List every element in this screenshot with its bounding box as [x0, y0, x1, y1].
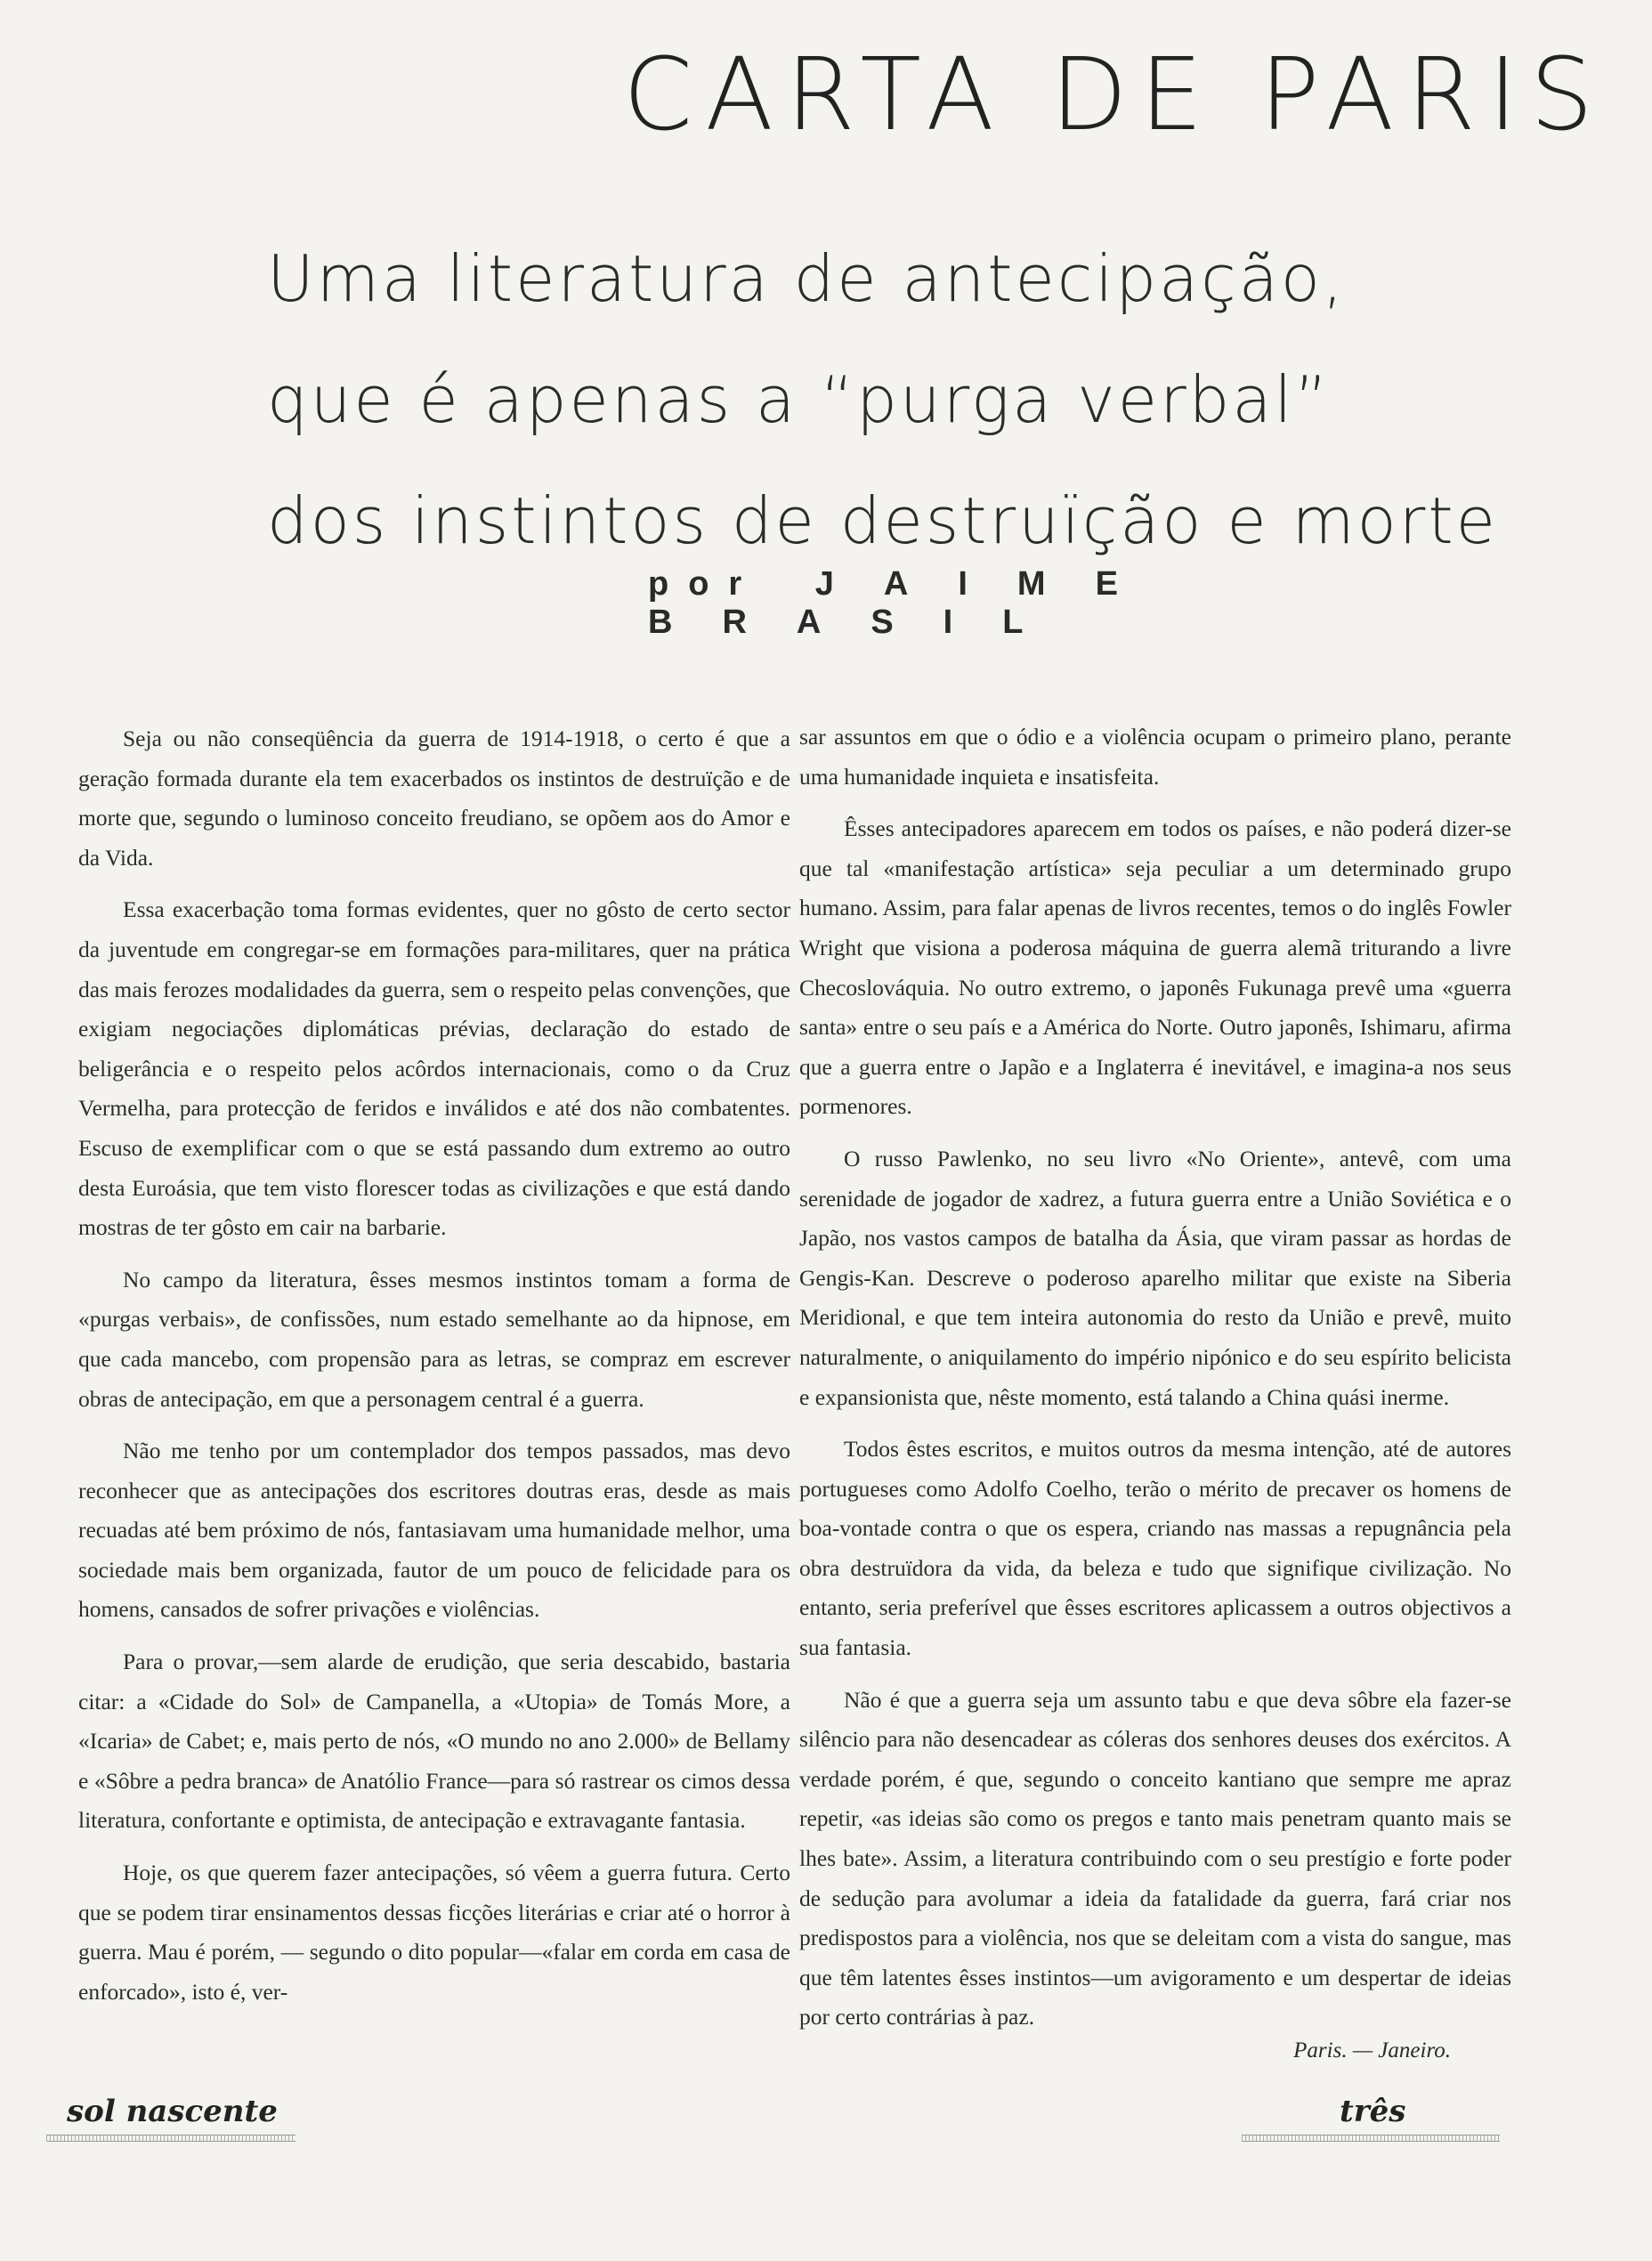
footer-publication-name: sol nascente	[67, 2094, 278, 2129]
footer-page-number: três	[1340, 2094, 1406, 2129]
article-column-right	[799, 717, 1511, 2050]
paragraph-continuation: sar assuntos em que o ódio e a violência ocupam o primeiro plano, perante uma humanidade inquieta e insatisfeita.	[799, 724, 1511, 790]
byline	[648, 565, 1538, 642]
subtitle-line: Uma literatura de antecipação,	[267, 241, 1346, 316]
paragraph: No campo da literatura, êsses mesmos instintos tomam a forma de «purgas verbais», de confissões, num estado semelhante ao da hipnose, em que cada mancebo, com propensão para as letras, se compraz em escrever obras de antecipação, em que a personagem central é a guerra.	[78, 1266, 790, 1412]
article-header-title: CARTA DE PARIS	[623, 37, 1606, 153]
paragraph: Essa exacerbação toma formas evidentes, quer no gôsto de certo sector da juventude em congregar-se em formações para-militares, quer na prática das mais ferozes modalidades da guerra, sem o respeito pelas convenções, que exigiam negociações diplomáticas prévias, declaração do estado de beligerância e o respeito pelos acôrdos internacionais, como o da Cruz Vermelha, para protecção de feridos e inválidos e até dos não combatentes. Escuso de exemplificar com o que se está passando dum extremo ao outro desta Euroásia, que tem visto florescer todas as civilizações e que está dando mostras de ter gôsto em cair na barbarie.	[78, 896, 790, 1241]
article-signoff: Paris. — Janeiro.	[1293, 2038, 1451, 2062]
paragraph: O russo Pawlenko, no seu livro «No Oriente», antevê, com uma serenidade de jogador de xadrez, a futura guerra entre a União Soviética e o Japão, nos vastos campos de batalha da Ásia, que viram passar as hordas de Gengis-Kan. Descreve o poderoso aparelho militar que existe na Siberia Meridional, e que tem inteira autonomia do resto da União e prevê, muito naturalmente, o aniquilamento do império nipónico e do seu espírito belicista e expansionista que, nêste momento, está talando a China quási inerme.	[799, 1145, 1511, 1410]
paragraph: Não me tenho por um contemplador dos tempos passados, mas devo reconhecer que as antecipações dos escritores doutras eras, desde as mais recuadas até bem próximo de nós, fantasiavam uma humanidade melhor, uma sociedade mais bem organizada, fautor de um pouco de felicidade para os homens, cansados de sofrer privações e violências.	[78, 1438, 790, 1623]
paragraph: Todos êstes escritos, e muitos outros da mesma intenção, até de autores portugueses como Adolfo Coelho, terão o mérito de precaver os homens de boa-vontade contra o que os espera, criando nas massas a repugnância pela obra destruïdora da vida, da beleza e tudo que signifique civilização. No entanto, seria preferível que êsses escritores aplicassem a outros objectivos a sua fantasia.	[799, 1436, 1511, 1661]
subtitle-line: dos instintos de destruïção e morte	[267, 483, 1498, 558]
paragraph: Hoje, os que querem fazer antecipações, só vêem a guerra futura. Certo que se podem tirar ensinamentos dessas ficções literárias e criar até o horror à guerra. Mau é porém, — segundo o dito popular—«falar em corda em casa de enforcado», isto é, ver-	[78, 1860, 790, 2005]
byline-prefix: por	[648, 565, 762, 603]
article-subtitle	[267, 218, 1498, 581]
footer-rule-left	[46, 2135, 296, 2142]
footer-rule-right	[1242, 2135, 1500, 2142]
paragraph: Para o provar,—sem alarde de erudição, que seria descabido, bastaria citar: a «Cidade do Sol» de Campanella, a «Utopia» de Tomás More, a «Icaria» de Cabet; e, mais perto de nós, «O mundo no ano 2.000» de Bellamy e «Sôbre a pedra branca» de Anatólio France—para só rastrear os cimos dessa literatura, confortante e optimista, de antecipação e extravagante fantasia.	[78, 1649, 790, 1834]
paragraph: Êsses antecipadores aparecem em todos os países, e não poderá dizer-se que tal «manifestação artística» seja peculiar a um determinado grupo humano. Assim, para falar apenas de livros recentes, temos o do inglês Fowler Wright que visiona a poderosa máquina de guerra alemã triturando a livre Checoslováquia. No outro extremo, o japonês Fukunaga prevê uma «guerra santa» entre o seu país e a América do Norte. Outro japonês, Ishimaru, afirma que a guerra entre o Japão e a Inglaterra é inevitável, e imagina-a nos seus pormenores.	[799, 815, 1511, 1120]
article-column-left	[78, 719, 790, 2024]
subtitle-line: que é apenas a “purga verbal”	[267, 362, 1331, 437]
paragraph: Seja ou não conseqüência da guerra de 1914-1918, o certo é que a geração formada durante ela tem exacerbados os instintos de destruïção e de morte que, segundo o luminoso conceito freudiano, se opõem aos do Amor e da Vida.	[78, 725, 790, 871]
paragraph: Não é que a guerra seja um assunto tabu e que deva sôbre ela fazer-se silêncio para não desencadear as cóleras dos senhores deuses dos exércitos. A verdade porém, é que, segundo o conceito kantiano que sempre me apraz repetir, «as ideias são como os pregos e tanto mais penetram quanto mais se lhes bate». Assim, a literatura contribuindo com o seu prestígio e forte poder de sedução para avolumar a ideia da fatalidade da guerra, fará criar nos predispostos para a violência, nos que se deleitam com a vista do sangue, mas que têm latentes êsses instintos—um avigoramento e um despertar de ideias por certo contrárias à paz.	[799, 1686, 1511, 2030]
byline-author: JAIME BRASIL	[648, 565, 1168, 641]
